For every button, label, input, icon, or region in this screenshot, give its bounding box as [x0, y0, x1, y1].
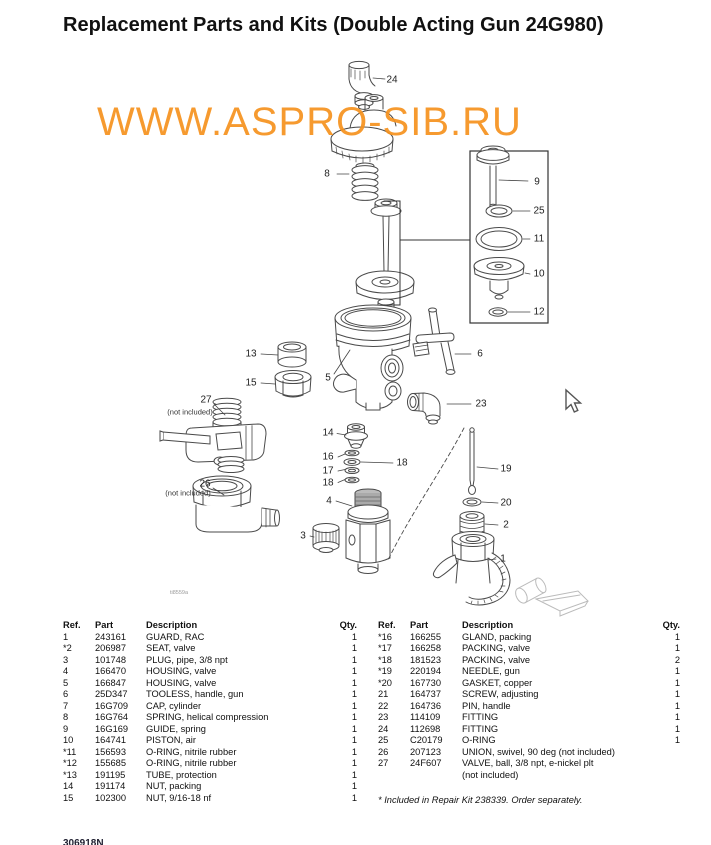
- column-header: Part: [410, 620, 429, 630]
- table-cell: 16G169: [95, 723, 129, 734]
- table-cell: 1: [351, 700, 357, 711]
- table-row: [63, 735, 357, 747]
- part-piston-stem: [356, 199, 414, 317]
- table-row: [378, 632, 680, 644]
- table-cell: 191195: [95, 769, 126, 780]
- table-cell: 1: [351, 666, 357, 676]
- diagram-callout: 24: [386, 74, 398, 86]
- table-row: [63, 712, 357, 724]
- table-cell: 114109: [410, 712, 441, 722]
- part-nut-15: [275, 371, 311, 398]
- table-cell: 8: [63, 712, 69, 722]
- table-cell: 3: [63, 654, 69, 665]
- table-row: [63, 701, 357, 713]
- table-cell: 1: [351, 735, 357, 745]
- watermark: WWW.ASPRO-SIB.RU: [97, 100, 522, 144]
- table-cell: 1: [351, 746, 357, 757]
- table-cell: *18: [378, 654, 392, 665]
- parts-table-left: [63, 620, 357, 804]
- table-row: [63, 793, 357, 805]
- table-header-row: [63, 620, 357, 632]
- table-row: [63, 770, 357, 782]
- table-row: [63, 666, 357, 678]
- table-cell: 23: [378, 712, 389, 722]
- table-cell: 1: [351, 643, 357, 653]
- table-cell: *16: [378, 631, 392, 642]
- table-cell: 191174: [95, 781, 126, 791]
- diagram-callout: 2: [503, 519, 509, 531]
- part-fitting-23: [408, 393, 441, 424]
- part-oring-25: [486, 205, 512, 217]
- diagram-callout: 6: [477, 348, 483, 360]
- diagram-callout: ti8559a: [169, 590, 189, 596]
- table-cell: NUT, packing: [146, 781, 202, 791]
- table-cell: 1: [351, 792, 357, 803]
- table-cell: UNION, swivel, 90 deg (not included): [462, 746, 615, 757]
- diagram-callout: 4: [326, 495, 332, 507]
- part-ball-valve-27: [160, 398, 266, 472]
- table-cell: 1: [351, 758, 357, 768]
- table-cell: 1: [351, 769, 357, 780]
- table-cell: 2: [674, 654, 680, 665]
- table-cell: 156593: [95, 746, 127, 757]
- table-cell: 166255: [410, 631, 442, 642]
- diagram-callout: 12: [533, 306, 545, 318]
- table-cell: 27: [378, 758, 389, 768]
- part-handle-6: [413, 308, 455, 374]
- table-cell: HOUSING, valve: [146, 677, 217, 688]
- table-cell: VALVE, ball, 3/8 npt, e-nickel plt: [462, 758, 594, 768]
- table-cell: 25: [378, 735, 389, 745]
- diagram-callout: 27: [200, 394, 212, 406]
- table-cell: 1: [351, 677, 357, 688]
- table-cell: GUARD, RAC: [146, 631, 205, 642]
- table-row: [378, 758, 680, 770]
- table-row: [63, 689, 357, 701]
- parts-table-right: [378, 620, 680, 781]
- table-cell: FITTING: [462, 712, 499, 722]
- part-union-26: [193, 476, 280, 532]
- table-cell: 166847: [95, 677, 127, 688]
- table-cell: 1: [351, 654, 357, 665]
- table-cell: 1: [351, 631, 357, 642]
- table-cell: 164736: [410, 700, 442, 711]
- table-row: [378, 724, 680, 736]
- table-cell: 1: [674, 631, 680, 642]
- table-cell: 164737: [410, 689, 442, 699]
- column-header: Part: [95, 620, 114, 630]
- table-cell: 1: [674, 643, 680, 653]
- diagram-callout: 15: [245, 377, 257, 389]
- column-header: Qty.: [662, 620, 680, 630]
- diagram-callout: 11: [533, 233, 545, 245]
- table-cell: PIN, handle: [462, 700, 511, 711]
- column-header: Ref.: [63, 620, 81, 630]
- part-nut-14: [345, 424, 368, 448]
- table-cell: 24: [378, 723, 389, 734]
- table-row: [378, 689, 680, 701]
- diagram-callout: 9: [534, 176, 540, 188]
- table-cell: 15: [63, 792, 74, 803]
- part-plug-3: [313, 524, 339, 553]
- table-cell: [642, 770, 680, 782]
- table-row: [63, 632, 357, 644]
- diagram-callout: 26: [199, 478, 211, 490]
- table-cell: O-RING, nitrile rubber: [146, 758, 237, 768]
- table-cell: PACKING, valve: [462, 654, 531, 665]
- table-row: [63, 781, 357, 793]
- table-cell: 167730: [410, 677, 442, 688]
- table-cell: 243161: [95, 631, 127, 642]
- table-row: [378, 747, 680, 759]
- table-row: [378, 770, 680, 782]
- diagram-callout: 25: [533, 205, 545, 217]
- table-row: [378, 712, 680, 724]
- table-cell: 1: [351, 689, 357, 699]
- table-cell: SEAT, valve: [146, 643, 196, 653]
- table-cell: 16G764: [95, 712, 129, 722]
- diagram-callout: 5: [325, 372, 331, 384]
- table-cell: 155685: [95, 758, 127, 768]
- part-washers-16-17-18: [344, 450, 360, 483]
- table-cell: GASKET, copper: [462, 677, 533, 688]
- table-cell: HOUSING, valve: [146, 666, 217, 676]
- table-cell: 166258: [410, 643, 442, 653]
- table-cell: 101748: [95, 654, 127, 665]
- table-row: [63, 678, 357, 690]
- table-cell: 5: [63, 677, 69, 688]
- table-cell: 1: [674, 677, 680, 688]
- table-cell: 26: [378, 746, 389, 757]
- footer-code: 306918N: [63, 838, 104, 845]
- table-header-row: [378, 620, 680, 632]
- table-cell: 21: [378, 689, 389, 699]
- part-housing-4: [346, 489, 390, 574]
- table-row: [63, 758, 357, 770]
- table-cell: 1: [674, 712, 680, 722]
- table-cell: *17: [378, 643, 392, 653]
- table-row: [378, 666, 680, 678]
- table-cell: O-RING, nitrile rubber: [146, 746, 237, 757]
- table-cell: 24F607: [410, 758, 442, 768]
- table-cell: GUIDE, spring: [146, 723, 206, 734]
- table-cell: 1: [351, 712, 357, 722]
- table-cell: GLAND, packing: [462, 631, 532, 642]
- part-gasket-20: [463, 498, 481, 506]
- table-cell: C20179: [410, 735, 443, 745]
- diagram-callout: 16: [322, 451, 334, 463]
- column-header: Ref.: [378, 620, 396, 630]
- table-cell: (not included): [462, 769, 519, 780]
- diagram-callout: (not included): [167, 407, 213, 417]
- table-cell: SPRING, helical compression: [146, 712, 269, 722]
- table-cell: 1: [63, 631, 69, 642]
- table-cell: 4: [63, 666, 69, 676]
- table-cell: SCREW, adjusting: [462, 689, 539, 699]
- table-cell: *11: [63, 746, 77, 757]
- part-piston-10: [474, 258, 524, 300]
- table-cell: *13: [63, 769, 77, 780]
- diagram-callout: 20: [500, 497, 512, 509]
- table-cell: 6: [63, 689, 69, 699]
- table-row: [378, 643, 680, 655]
- table-row: [378, 678, 680, 690]
- diagram-callout: 18: [322, 477, 334, 489]
- table-cell: *19: [378, 666, 392, 676]
- table-row: [378, 655, 680, 667]
- table-cell: 166470: [95, 666, 127, 676]
- diagram-callout: 3: [300, 530, 306, 542]
- diagram-callout: 1: [500, 553, 506, 565]
- table-cell: 1: [674, 723, 680, 734]
- table-cell: 14: [63, 781, 74, 791]
- table-cell: 181523: [410, 654, 442, 665]
- diagram-callout: (not included): [165, 488, 211, 498]
- part-spray-tip: [513, 576, 588, 616]
- part-spring-8: [352, 163, 378, 200]
- table-cell: TOOLESS, handle, gun: [146, 689, 244, 699]
- table-cell: PLUG, pipe, 3/8 npt: [146, 654, 228, 665]
- table-row: [378, 701, 680, 713]
- table-cell: NUT, 9/16-18 nf: [146, 792, 212, 803]
- table-cell: 25D347: [95, 689, 128, 699]
- mouse-cursor: [563, 388, 583, 415]
- table-row: [378, 735, 680, 747]
- part-oring-12: [489, 308, 507, 316]
- part-oring-11: [476, 228, 522, 251]
- table-cell: *12: [63, 758, 77, 768]
- part-guard-1: [433, 532, 510, 606]
- diagram-callout: 13: [245, 348, 257, 360]
- table-cell: CAP, cylinder: [146, 700, 202, 711]
- column-header: Qty.: [339, 620, 357, 630]
- table-cell: 1: [674, 700, 680, 711]
- table-cell: NEEDLE, gun: [462, 666, 520, 676]
- table-row: [63, 643, 357, 655]
- table-cell: 10: [63, 735, 74, 745]
- table-cell: 1: [351, 723, 357, 734]
- table-cell: 22: [378, 700, 389, 711]
- table-cell: PACKING, valve: [462, 643, 531, 653]
- part-guide-9: [477, 146, 509, 208]
- table-row: [63, 747, 357, 759]
- table-cell: 220194: [410, 666, 442, 676]
- table-cell: 207123: [410, 746, 442, 757]
- table-cell: 1: [674, 689, 680, 699]
- page-title: Replacement Parts and Kits (Double Acting Gun 24G980): [63, 14, 604, 36]
- diagram-callout: 19: [500, 463, 512, 475]
- table-row: [63, 724, 357, 736]
- table-cell: TUBE, protection: [146, 769, 217, 780]
- table-cell: [642, 758, 680, 770]
- table-cell: FITTING: [462, 723, 499, 734]
- diagram-callout: 10: [533, 268, 545, 280]
- table-cell: 1: [351, 781, 357, 791]
- diagram-callout: 23: [475, 398, 487, 410]
- diagram-callout: 18: [396, 457, 408, 469]
- table-cell: *2: [63, 643, 72, 653]
- table-cell: 206987: [95, 643, 127, 653]
- table-cell: 112698: [410, 723, 441, 734]
- table-cell: 164741: [95, 735, 127, 745]
- table-cell: 1: [674, 666, 680, 676]
- table-row: [63, 655, 357, 667]
- table-cell: 1: [674, 735, 680, 745]
- table-cell: 102300: [95, 792, 127, 803]
- table-cell: [410, 770, 462, 782]
- diagram-callout: 17: [322, 465, 334, 477]
- table-cell: PISTON, air: [146, 735, 196, 745]
- table-cell: 7: [63, 700, 69, 711]
- repair-kit-footnote: * Included in Repair Kit 238339. Order separately.: [378, 795, 583, 805]
- part-tube-13: [278, 342, 306, 367]
- diagram-callout: 8: [324, 168, 330, 180]
- column-header: Description: [146, 620, 198, 630]
- table-cell: *20: [378, 677, 392, 688]
- table-cell: O-RING: [462, 735, 496, 745]
- table-cell: 9: [63, 723, 69, 734]
- diagram-callout: 14: [322, 427, 334, 439]
- table-cell: [642, 747, 680, 759]
- table-cell: [378, 770, 410, 782]
- column-header: Description: [462, 620, 514, 630]
- table-cell: 16G709: [95, 700, 129, 711]
